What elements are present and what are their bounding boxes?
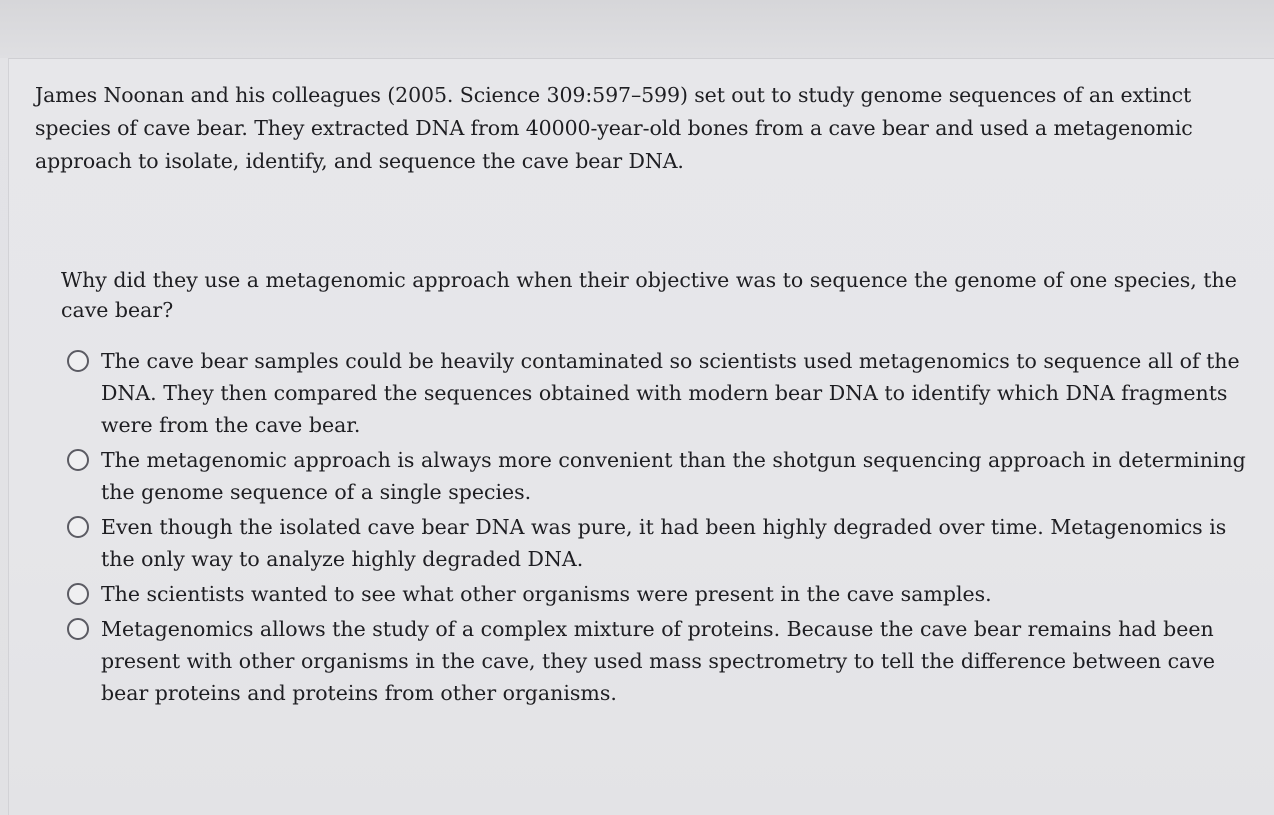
question-card bbox=[8, 58, 1274, 815]
answer-option-label: The scientists wanted to see what other organisms were present in the cave samples. bbox=[101, 582, 992, 606]
answer-option-3[interactable] bbox=[65, 511, 1255, 575]
top-band bbox=[0, 0, 1274, 58]
passage-text: James Noonan and his colleagues (2005. Science 309:597–599) set out to study genome sequences of an extinct species of cave bear. They extracted DNA from 40000-year-old bones from a cave bear and used a metagenomic approach to isolate, identify, and sequence the cave bear DNA. bbox=[35, 83, 1193, 173]
question-prompt: Why did they use a metagenomic approach when their objective was to sequence the genome of one species, the cave bear? bbox=[61, 268, 1237, 322]
answer-option-5[interactable] bbox=[65, 613, 1255, 709]
radio-button-icon[interactable] bbox=[67, 583, 89, 605]
radio-button-icon[interactable] bbox=[67, 350, 89, 372]
answer-option-4[interactable] bbox=[65, 578, 1255, 610]
answer-option-label: The metagenomic approach is always more convenient than the shotgun sequencing approach in determining the genome sequence of a single species. bbox=[101, 448, 1246, 504]
answer-option-label: Metagenomics allows the study of a complex mixture of proteins. Because the cave bear remains had been present with other organisms in the cave, they used mass spectrometry to tell the difference between cave bear proteins and proteins from other organisms. bbox=[101, 617, 1215, 705]
answer-options bbox=[65, 345, 1255, 712]
answer-option-1[interactable] bbox=[65, 345, 1255, 441]
answer-option-label: Even though the isolated cave bear DNA was pure, it had been highly degraded over time. Metagenomics is the only way to analyze highly degraded DNA. bbox=[101, 515, 1227, 571]
radio-button-icon[interactable] bbox=[67, 449, 89, 471]
answer-option-label: The cave bear samples could be heavily contaminated so scientists used metagenomics to sequence all of the DNA. They then compared the sequences obtained with modern bear DNA to identify which DNA fragments were from the cave bear. bbox=[101, 349, 1240, 437]
radio-button-icon[interactable] bbox=[67, 516, 89, 538]
radio-button-icon[interactable] bbox=[67, 618, 89, 640]
answer-option-2[interactable] bbox=[65, 444, 1255, 508]
